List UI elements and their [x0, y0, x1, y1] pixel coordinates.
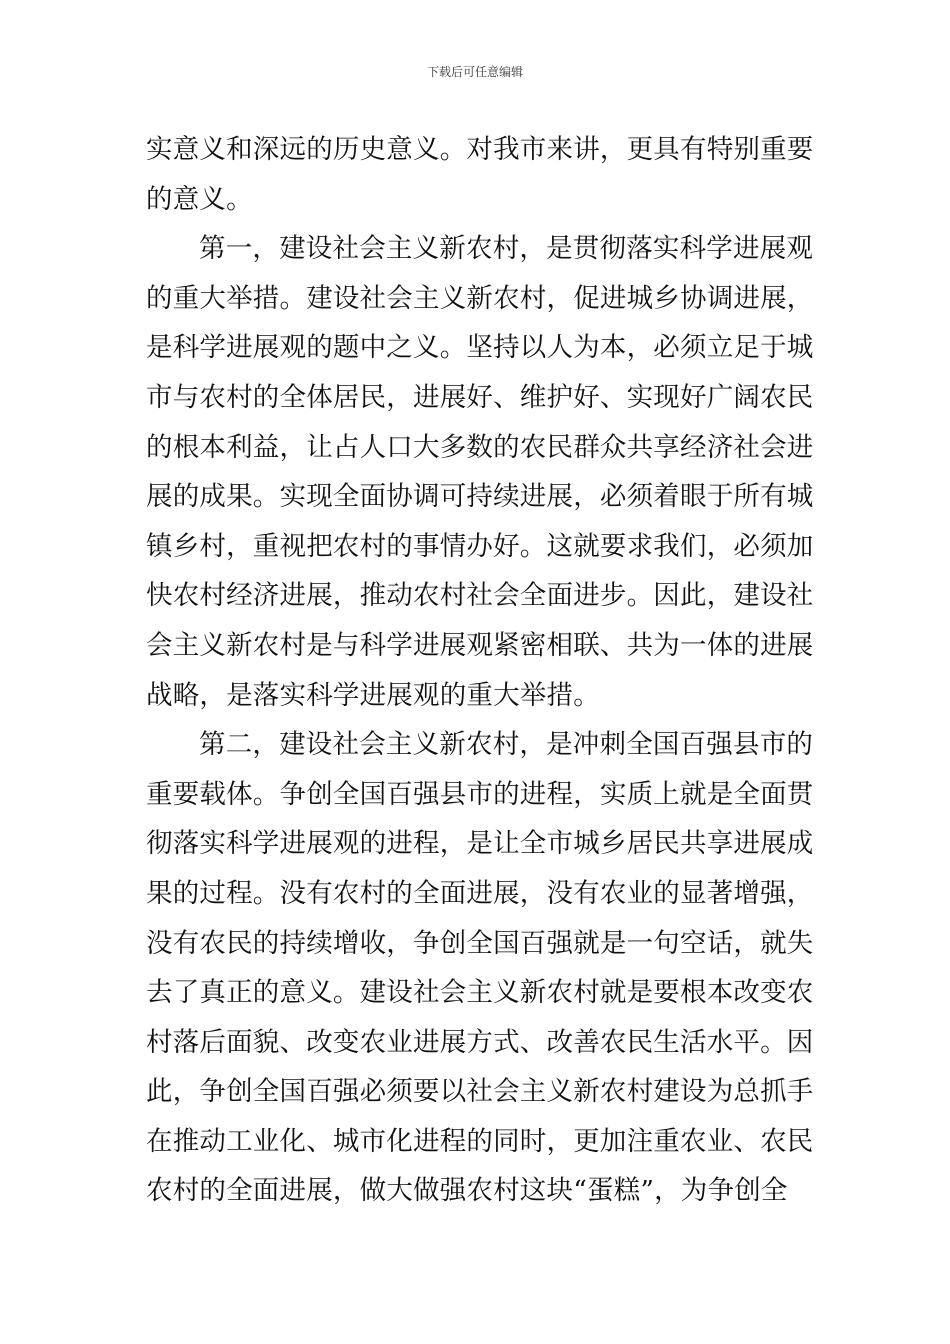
text-line: 实意义和深远的历史意义。对我市来讲，更具有特别重要 [146, 134, 814, 165]
text-line: 战略，是落实科学进展观的重大举措。 [146, 679, 600, 711]
text-line: 此，争创全国百强必须要以社会主义新农村建设为总抓手 [146, 1076, 814, 1108]
header-note: 下载后可任意编辑 [426, 65, 523, 79]
text-line: 快农村经济进展，推动农村社会全面进步。因此，建设社 [146, 580, 814, 612]
paragraph-start-line: 第二，建设社会主义新农村，是冲刺全国百强县市的 [199, 729, 814, 761]
text-line: 果的过程。没有农村的全面进展，没有农业的显著增强， [146, 877, 814, 909]
body-text [146, 125, 814, 1216]
text-line: 市与农村的全体居民，进展好、维护好、实现好广阔农民 [146, 381, 814, 413]
text-line: 农村的全面进展，做大做强农村这块“蛋糕”，为争创全 [146, 1175, 788, 1207]
text-line: 重要载体。争创全国百强县市的进程，实质上就是全面贯 [146, 778, 814, 810]
paragraph-start-line: 第一，建设社会主义新农村，是贯彻落实科学进展观 [199, 233, 814, 265]
text-line: 在推动工业化、城市化进程的同时，更加注重农业、农民 [146, 1125, 814, 1157]
text-line: 是科学进展观的题中之义。坚持以人为本，必须立足于城 [146, 332, 814, 364]
text-line: 的根本利益，让占人口大多数的农民群众共享经济社会进 [146, 431, 814, 463]
text-line: 村落后面貌、改变农业进展方式、改善农民生活水平。因 [146, 1026, 814, 1058]
text-line: 没有农民的持续增收，争创全国百强就是一句空话，就失 [146, 927, 814, 959]
text-line: 去了真正的意义。建设社会主义新农村就是要根本改变农 [146, 977, 814, 1009]
text-line: 的重大举措。建设社会主义新农村，促进城乡协调进展， [146, 282, 814, 314]
text-line: 展的成果。实现全面协调可持续进展，必须着眼于所有城 [146, 481, 814, 513]
text-line: 的意义。 [146, 183, 253, 215]
text-line: 会主义新农村是与科学进展观紧密相联、共为一体的进展 [146, 629, 814, 661]
text-line: 彻落实科学进展观的进程，是让全市城乡居民共享进展成 [146, 828, 814, 860]
text-line: 镇乡村，重视把农村的事情办好。这就要求我们，必须加 [146, 530, 814, 562]
